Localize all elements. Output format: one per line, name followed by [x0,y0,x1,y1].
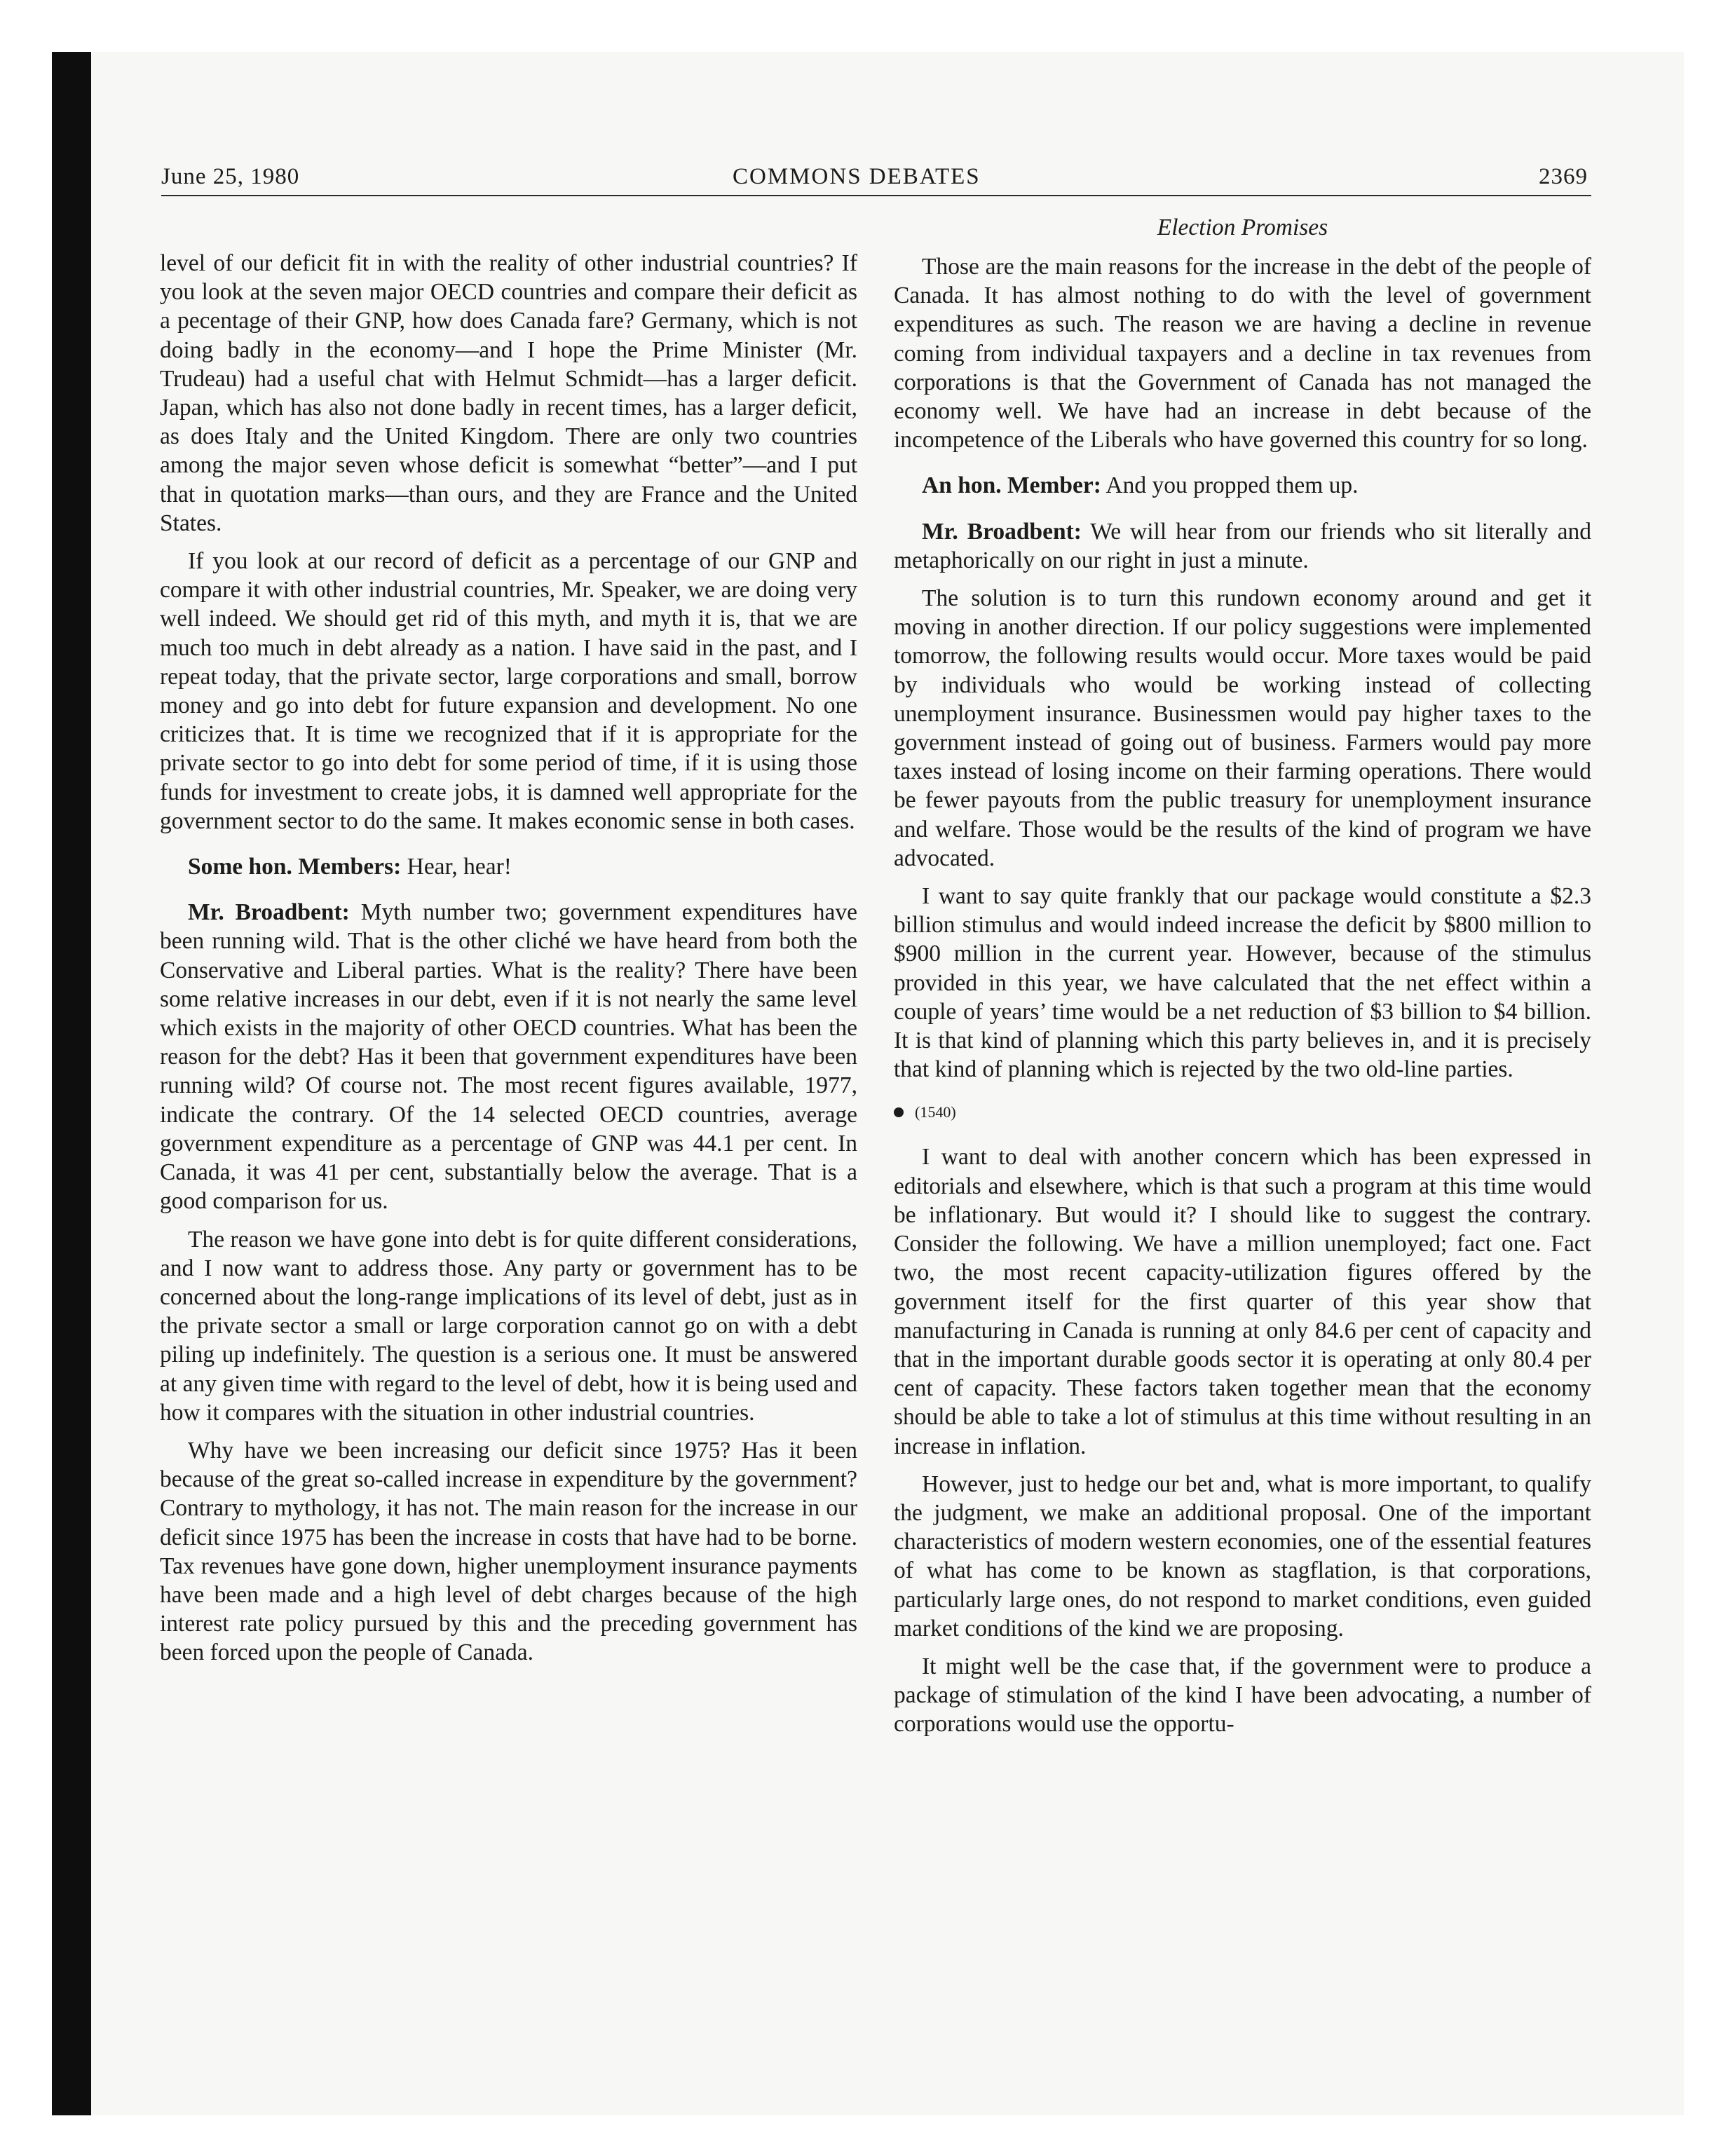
paragraph: I want to deal with another concern which has been expressed in editorials and elsewhere, which is that such a program at this time would be inflationary. But would it? I should like to suggest the contrary. Consider the following. We have a million unemployed; fact one. Fact two, the most recent capacity-utilization figures offered by the government itself for the first quarter of this year show that manufacturing in Canada is running at only 84.6 per cent of capacity and that in the important durable goods sector it is operating at only 80.4 per cent of capacity. These factors taken together mean that the economy should be able to take a lot of stimulus at this time without resulting in an increase in inflation. [894,1144,1591,1459]
paragraph: The reason we have gone into debt is for quite different considerations, and I now want to address those. Any party or government has to be concerned about the long-range implications of its level of debt, just as in the private sector a small or large corporation cannot go on with a debt piling up indefinitely. The question is a serious one. It must be answered at any given time with regard to the level of debt, how it is being used and how it compares with the situation in other industrial countries. [160,1226,857,1426]
time-marker [894,1102,1591,1123]
header-rule [161,195,1591,196]
left-column [160,249,857,1677]
interjection [894,471,1591,500]
paragraph: However, just to hedge our bet and, what is more important, to qualify the judgment, we make an additional proposal. One of the important characteristics of modern western economies, one of the essential features of what has come to be known as stagflation, is that corporations, particularly large ones, do not respond to market conditions, even guided market conditions of the kind we are proposing. [894,1471,1591,1642]
speech-text: We will hear from our friends who sit literally and metaphorically on our right in just a minute. [894,518,1591,573]
paragraph: I want to say quite frankly that our package would constitute a $2.3 billion stimulus and would indeed increase the deficit by $800 million to $900 million in the current year. However, because of the stimulus provided in this year, we have calculated that the net effect within a couple of years’ time would be a net reduction of $3 billion to $4 billion. It is that kind of planning which this party believes in, and it is precisely that kind of planning which is rejected by the two old-line parties. [894,883,1591,1083]
header-title: COMMONS DEBATES [733,164,981,189]
section-heading: Election Promises [1157,214,1328,240]
speaker-name: Mr. Broadbent: [188,899,350,926]
bullet-icon [894,1107,904,1117]
speech-text: Hear, hear! [407,854,512,880]
paragraph: It might well be the case that, if the government were to produce a package of stimulation of the kind I have been advocating, a number of corporations would use the opportu- [894,1653,1591,1738]
paragraph: Those are the main reasons for the increase in the debt of the people of Canada. It has almost nothing to do with the level of government expenditures as such. The reason we are having a decline in revenue coming from individual taxpayers and a decline in tax revenues from corporations is that the Government of Canada has not managed the economy well. We have had an increase in debt because of the incompetence of the Liberals who have governed this country for so long. [894,254,1591,453]
interjection [160,852,857,881]
paragraph: Why have we been increasing our deficit since 1975? Has it been because of the great so-called increase in expenditure by the government? Contrary to mythology, it has not. The main reason for the increase in our deficit since 1975 has been the increase in costs that have had to be borne. Tax revenues have gone down, higher unemployment insurance payments have been made and a high level of debt charges because of the high interest rate policy pursued by this and the preceding government has been forced upon the people of Canada. [160,1437,857,1666]
scan-border [52,52,91,2115]
header-page-number: 2369 [1539,164,1588,189]
paragraph: level of our deficit fit in with the reality of other industrial countries? If you look at the seven major OECD countries and compare their deficit as a pecentage of their GNP, how does Canada fare? Germany, which is not doing badly in the economy—and I hope the Prime Minister (Mr. Trudeau) had a useful chat with Helmut Schmidt—has a larger deficit. Japan, which has also not done badly in recent times, has a larger deficit, as does Italy and the United Kingdom. There are only two countries among the major seven whose deficit is somewhat “better”—and I put that in quotation marks—than ours, and they are France and the United States. [160,250,857,536]
speaker-name: Some hon. Members: [188,854,402,880]
paragraph: The solution is to turn this rundown economy around and get it moving in another direction. If our policy suggestions were implemented tomorrow, the following results would occur. More taxes would be paid by individuals who would be working instead of collecting unemployment insurance. Businessmen would pay higher taxes to the government instead of going out of business. Farmers would pay more taxes instead of losing income on their farming operations. There would be fewer payouts from the public treasury for unemployment insurance and welfare. Those would be the results of the kind of program we have advocated. [894,585,1591,871]
time-marker-label: (1540) [915,1103,956,1121]
speech-paragraph [160,898,857,1215]
paragraph: If you look at our record of deficit as a percentage of our GNP and compare it with other industrial countries, Mr. Speaker, we are doing very well indeed. We should get rid of this myth, and myth it is, that we are much too much in debt already as a nation. I have said in the past, and I repeat today, that the private sector, large corporations and small, borrow money and go into debt for future expansion and development. No one criticizes that. It is time we recognized that if it is appropriate for the private sector to go into debt for some period of time, if it is using those funds for investment to create jobs, it is damned well appropriate for the government sector to do the same. It makes economic sense in both cases. [160,548,857,834]
speech-paragraph [894,517,1591,575]
speaker-name: Mr. Broadbent: [922,518,1082,545]
right-column [894,252,1591,1748]
speaker-name: An hon. Member: [922,472,1101,499]
header-date: June 25, 1980 [161,164,300,189]
speech-text: And you propped them up. [1105,472,1359,499]
speech-text: Myth number two; government expenditures have been running wild. That is the other cliché we have heard from both the Conservative and Liberal parties. What is the reality? There have been some relative increases in our debt, even if it is not nearly the same level which exists in the majority of other OECD countries. What has been the reason for the debt? Has it been that government expenditures have been running wild? Of course not. The most recent figures available, 1977, indicate the contrary. Of the 14 selected OECD countries, average government expenditure as a percentage of GNP was 44.1 per cent. In Canada, it was 41 per cent, substantially below the average. That is a good comparison for us. [160,899,857,1215]
